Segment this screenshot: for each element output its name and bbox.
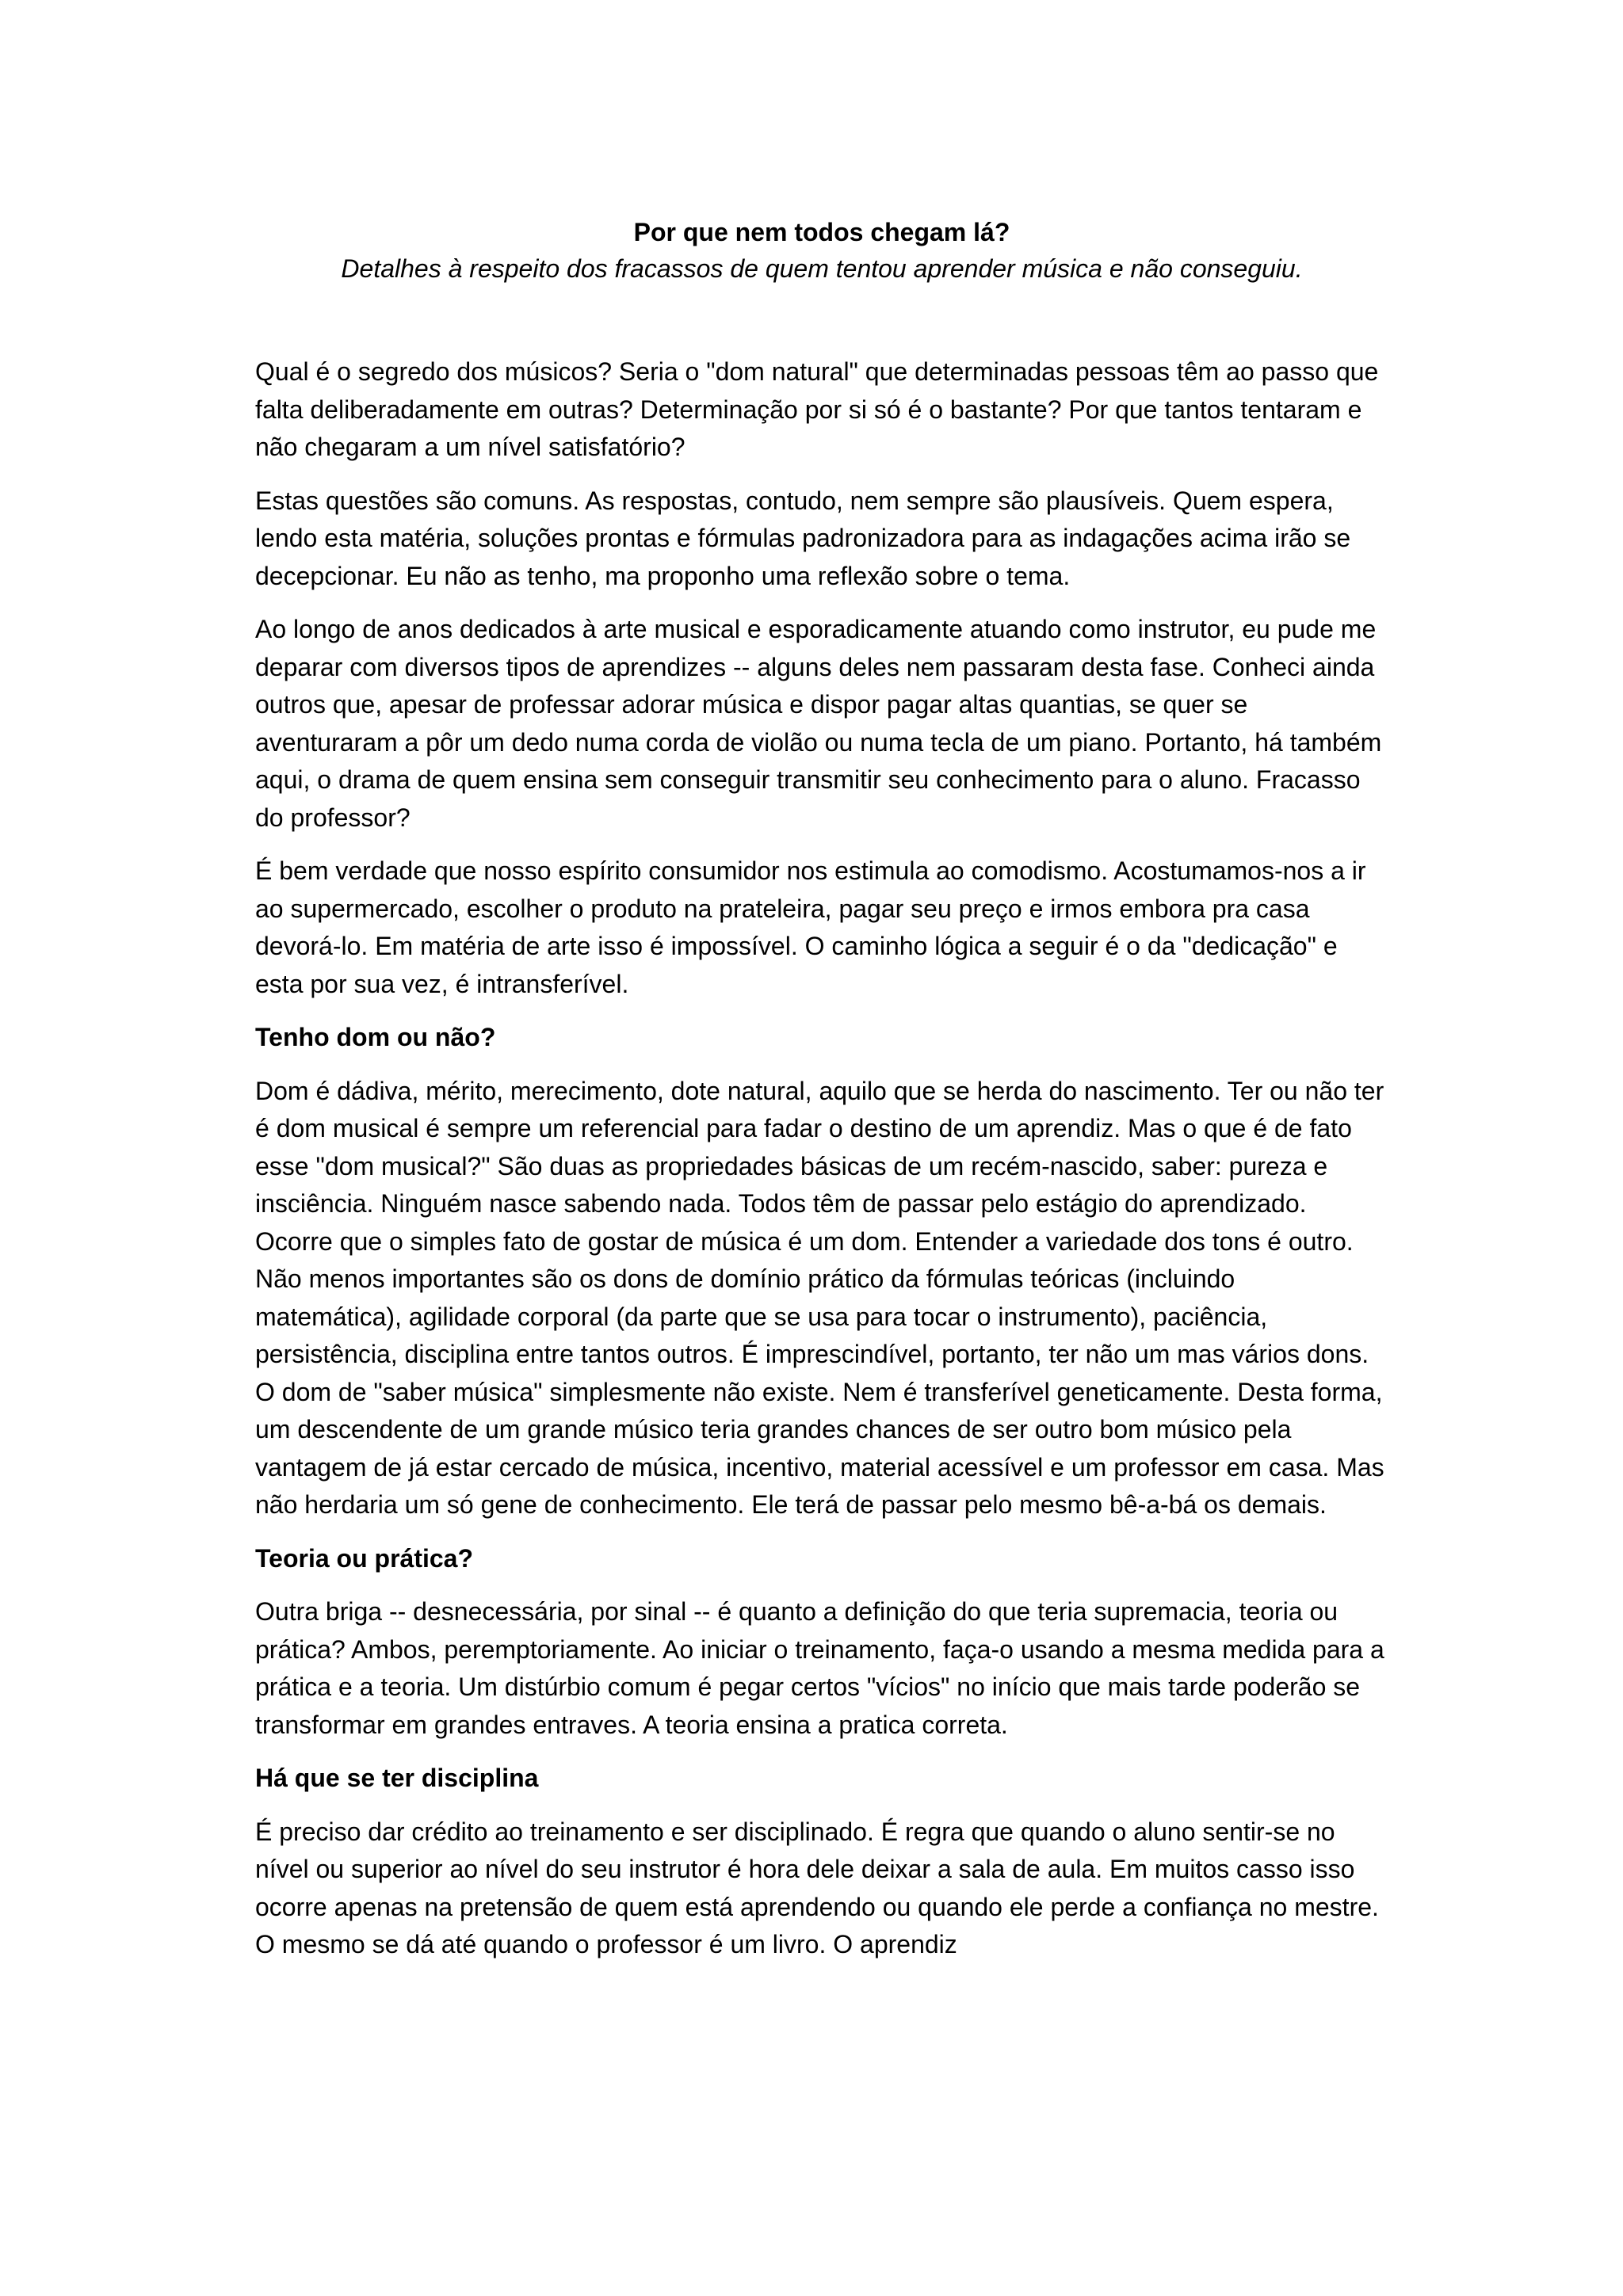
intro-paragraph: É bem verdade que nosso espírito consumidor nos estimula ao comodismo. Acostumamos-nos a ir ao supermercado, escolher o produto na prateleira, pagar seu preço e irmos embora pra casa devorá-lo. Em matéria de arte isso é impossível. O caminho lógica a seguir é o da "dedicação" e esta por sua vez, é intransferível. xyxy=(255,856,1366,998)
section-paragraph-teoria: Outra briga -- desnecessária, por sinal -- é quanto a definição do que teria supremacia, teoria ou prática? Ambos, peremptoriamente. Ao iniciar o treinamento, faça-o usando a mesma medida para a prática e a teoria. Um distúrbio comum é pegar certos "vícios" no início que mais tarde poderão se transformar em grandes entraves. A teoria ensina a pratica correta. xyxy=(255,1597,1384,1739)
document-header xyxy=(255,214,1388,287)
document-title: Por que nem todos chegam lá? xyxy=(633,218,1010,246)
section-heading-dom: Tenho dom ou não? xyxy=(255,1023,496,1051)
section-paragraph-disciplina: É preciso dar crédito ao treinamento e ser disciplinado. É regra que quando o aluno sentir-se no nível ou superior ao nível do seu instrutor é hora dele deixar a sala de aula. Em muitos casso isso ocorre apenas na pretensão de quem está aprendendo ou quando ele perde a confiança no mestre. O mesmo se dá até quando o professor é um livro. O aprendiz xyxy=(255,1817,1379,1958)
document-page xyxy=(255,214,1388,1980)
intro-paragraph: Ao longo de anos dedicados à arte musical e esporadicamente atuando como instrutor, eu pude me deparar com diversos tipos de aprendizes -- alguns deles nem passaram desta fase. Conheci ainda outros que, apesar de professar adorar música e dispor pagar altas quantias, se quer se aventuraram a pôr um dedo numa corda de violão ou numa tecla de um piano. Portanto, há também aqui, o drama de quem ensina sem conseguir transmitir seu conhecimento para o aluno. Fracasso do professor? xyxy=(255,615,1382,832)
document-subtitle: Detalhes à respeito dos fracassos de quem tentou aprender música e não conseguiu. xyxy=(341,254,1303,283)
section-paragraph-dom: Dom é dádiva, mérito, merecimento, dote natural, aquilo que se herda do nascimento. Ter ou não ter é dom musical é sempre um referencial para fadar o destino de um aprendiz. Mas o que é de fato esse "dom musical?" São duas as propriedades básicas de um recém-nascido, saber: pureza e insciência. Ninguém nasce sabendo nada. Todos têm de passar pelo estágio do aprendizado. Ocorre que o simples fato de gostar de música é um dom. Entender a variedade dos tons é outro. Não menos importantes são os dons de domínio prático da fórmulas teóricas (incluindo matemática), agilidade corporal (da parte que se usa para tocar o instrumento), paciência, persistência, disciplina entre tantos outros. É imprescindível, portanto, ter não um mas vários dons. O dom de "saber música" simplesmente não existe. Nem é transferível geneticamente. Desta forma, um descendente de um grande músico teria grandes chances de ser outro bom músico pela vantagem de já estar cercado de música, incentivo, material acessível e um professor em casa. Mas não herdaria um só gene de conhecimento. Ele terá de passar pelo mesmo bê-a-bá os demais. xyxy=(255,1076,1384,1519)
section-heading-disciplina: Há que se ter disciplina xyxy=(255,1764,539,1792)
section-heading-teoria: Teoria ou prática? xyxy=(255,1543,474,1573)
intro-paragraph: Qual é o segredo dos músicos? Seria o "dom natural" que determinadas pessoas têm ao passo que falta deliberadamente em outras? Determinação por si só é o bastante? Por que tantos tentaram e não chegaram a um nível satisfatório? xyxy=(255,357,1379,461)
intro-paragraph: Estas questões são comuns. As respostas, contudo, nem sempre são plausíveis. Quem espera, lendo esta matéria, soluções prontas e fórmulas padronizadora para as indagações acima irão se decepcionar. Eu não as tenho, ma proponho uma reflexão sobre o tema. xyxy=(255,486,1351,590)
